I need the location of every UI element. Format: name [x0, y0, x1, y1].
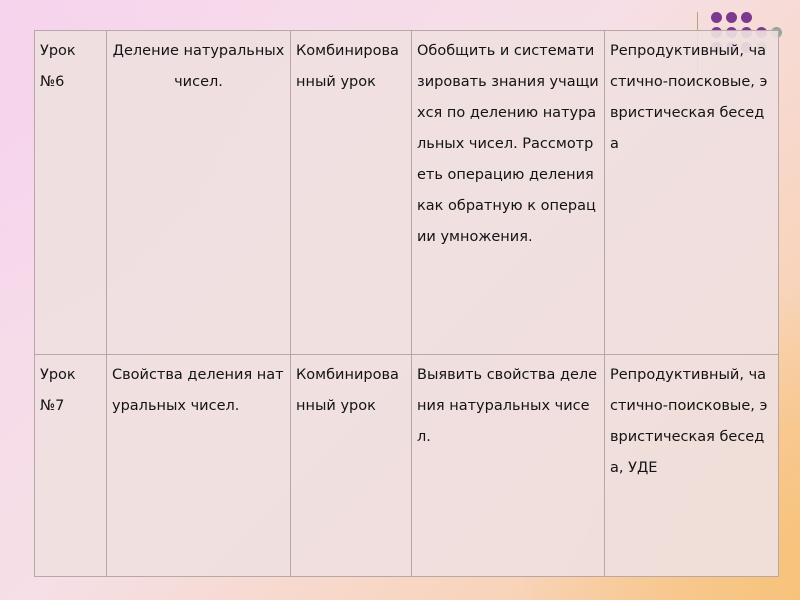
lesson-methods-cell: Репродуктивный, частично-поисковые, эвристическая беседа	[605, 31, 779, 355]
lesson-goal-cell: Обобщить и систематизировать знания учащихся по делению натуральных чисел. Рассмотреть операцию деления как обратную к операции умножения.	[412, 31, 605, 355]
lesson-number-cell: Урок №7	[35, 355, 107, 577]
lesson-plan-table	[34, 30, 779, 577]
lesson-number-cell: Урок №6	[35, 31, 107, 355]
lesson-type-cell: Комбинированный урок	[291, 31, 412, 355]
lesson-methods-cell: Репродуктивный, частично-поисковые, эвристическая беседа, УДЕ	[605, 355, 779, 577]
lesson-plan-table-wrapper	[34, 30, 778, 576]
table-row	[35, 31, 779, 355]
lesson-goal-cell: Выявить свойства деления натуральных чисел.	[412, 355, 605, 577]
lesson-topic-cell: Деление натуральных чисел.	[107, 31, 291, 355]
lesson-type-cell: Комбинированный урок	[291, 355, 412, 577]
decorative-dot	[711, 12, 722, 23]
decorative-dot	[741, 12, 752, 23]
lesson-topic-cell: Свойства деления натуральных чисел.	[107, 355, 291, 577]
table-row	[35, 355, 779, 577]
decorative-dot	[726, 12, 737, 23]
